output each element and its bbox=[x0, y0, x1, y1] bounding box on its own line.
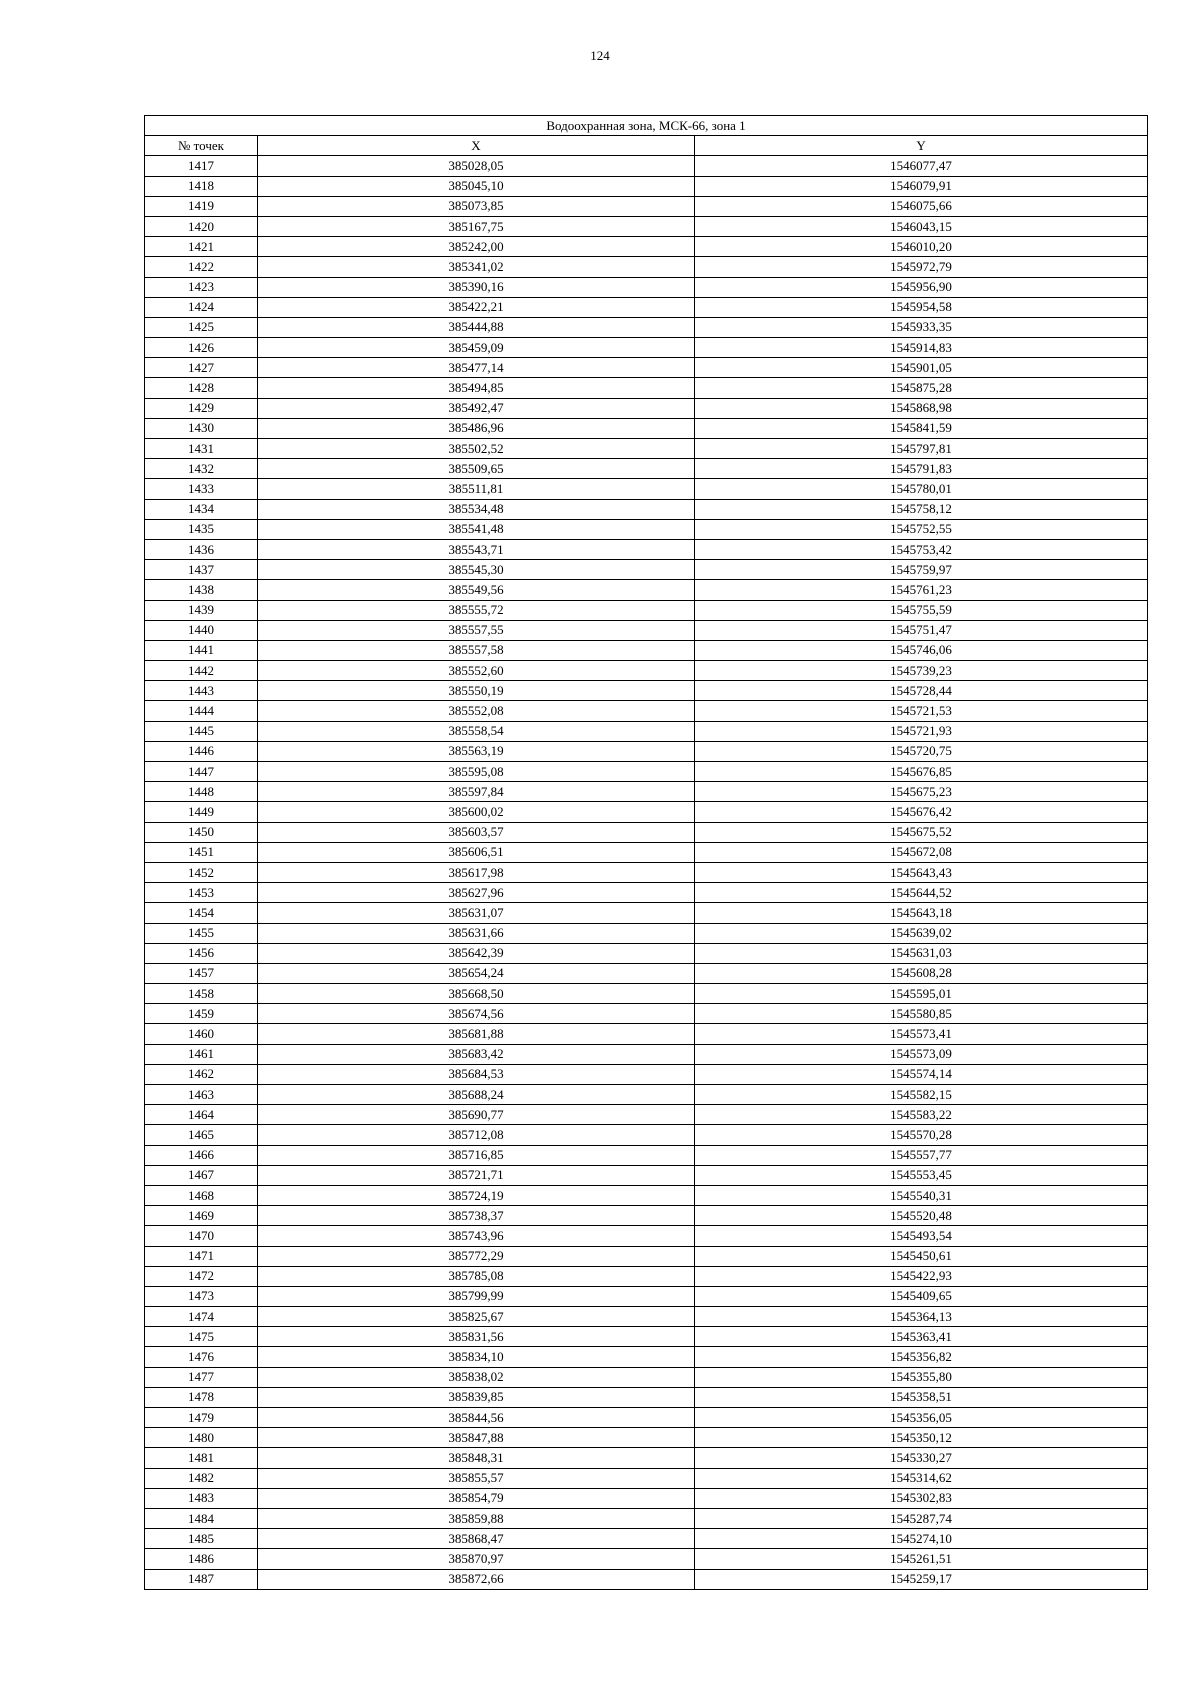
x-coordinate-cell: 385492,47 bbox=[258, 398, 695, 418]
point-number-cell: 1486 bbox=[145, 1549, 258, 1569]
header-x: X bbox=[258, 136, 695, 156]
y-coordinate-cell: 1545644,52 bbox=[695, 883, 1148, 903]
table-row bbox=[145, 1226, 1148, 1246]
x-coordinate-cell: 385167,75 bbox=[258, 216, 695, 236]
x-coordinate-cell: 385844,56 bbox=[258, 1408, 695, 1428]
table-row bbox=[145, 156, 1148, 176]
point-number-cell: 1461 bbox=[145, 1044, 258, 1064]
point-number-cell: 1473 bbox=[145, 1286, 258, 1306]
table-row bbox=[145, 1286, 1148, 1306]
point-number-cell: 1424 bbox=[145, 297, 258, 317]
x-coordinate-cell: 385545,30 bbox=[258, 560, 695, 580]
x-coordinate-cell: 385390,16 bbox=[258, 277, 695, 297]
y-coordinate-cell: 1545520,48 bbox=[695, 1206, 1148, 1226]
y-coordinate-cell: 1545583,22 bbox=[695, 1105, 1148, 1125]
y-coordinate-cell: 1545914,83 bbox=[695, 338, 1148, 358]
table-row bbox=[145, 1004, 1148, 1024]
y-coordinate-cell: 1545261,51 bbox=[695, 1549, 1148, 1569]
y-coordinate-cell: 1545868,98 bbox=[695, 398, 1148, 418]
y-coordinate-cell: 1545956,90 bbox=[695, 277, 1148, 297]
table-row bbox=[145, 943, 1148, 963]
table-row bbox=[145, 196, 1148, 216]
table-row bbox=[145, 1468, 1148, 1488]
point-number-cell: 1427 bbox=[145, 358, 258, 378]
point-number-cell: 1439 bbox=[145, 600, 258, 620]
point-number-cell: 1474 bbox=[145, 1307, 258, 1327]
point-number-cell: 1419 bbox=[145, 196, 258, 216]
point-number-cell: 1425 bbox=[145, 317, 258, 337]
point-number-cell: 1459 bbox=[145, 1004, 258, 1024]
y-coordinate-cell: 1545358,51 bbox=[695, 1387, 1148, 1407]
x-coordinate-cell: 385555,72 bbox=[258, 600, 695, 620]
y-coordinate-cell: 1545595,01 bbox=[695, 984, 1148, 1004]
table-row bbox=[145, 257, 1148, 277]
table-row bbox=[145, 1125, 1148, 1145]
point-number-cell: 1484 bbox=[145, 1508, 258, 1528]
point-number-cell: 1479 bbox=[145, 1408, 258, 1428]
x-coordinate-cell: 385557,58 bbox=[258, 640, 695, 660]
y-coordinate-cell: 1545643,43 bbox=[695, 862, 1148, 882]
y-coordinate-cell: 1545409,65 bbox=[695, 1286, 1148, 1306]
x-coordinate-cell: 385690,77 bbox=[258, 1105, 695, 1125]
x-coordinate-cell: 385712,08 bbox=[258, 1125, 695, 1145]
point-number-cell: 1434 bbox=[145, 499, 258, 519]
table-row bbox=[145, 1347, 1148, 1367]
x-coordinate-cell: 385859,88 bbox=[258, 1508, 695, 1528]
table-row bbox=[145, 1145, 1148, 1165]
x-coordinate-cell: 385073,85 bbox=[258, 196, 695, 216]
y-coordinate-cell: 1546010,20 bbox=[695, 237, 1148, 257]
x-coordinate-cell: 385617,98 bbox=[258, 862, 695, 882]
header-point-number: № точек bbox=[145, 136, 258, 156]
y-coordinate-cell: 1545356,82 bbox=[695, 1347, 1148, 1367]
point-number-cell: 1483 bbox=[145, 1488, 258, 1508]
x-coordinate-cell: 385872,66 bbox=[258, 1569, 695, 1589]
y-coordinate-cell: 1545875,28 bbox=[695, 378, 1148, 398]
x-coordinate-cell: 385627,96 bbox=[258, 883, 695, 903]
table-title-row bbox=[145, 116, 1148, 136]
x-coordinate-cell: 385738,37 bbox=[258, 1206, 695, 1226]
point-number-cell: 1435 bbox=[145, 519, 258, 539]
point-number-cell: 1462 bbox=[145, 1064, 258, 1084]
table-header-row bbox=[145, 136, 1148, 156]
point-number-cell: 1455 bbox=[145, 923, 258, 943]
table-row bbox=[145, 358, 1148, 378]
point-number-cell: 1443 bbox=[145, 681, 258, 701]
y-coordinate-cell: 1545752,55 bbox=[695, 519, 1148, 539]
y-coordinate-cell: 1545841,59 bbox=[695, 418, 1148, 438]
y-coordinate-cell: 1545780,01 bbox=[695, 479, 1148, 499]
x-coordinate-cell: 385541,48 bbox=[258, 519, 695, 539]
x-coordinate-cell: 385688,24 bbox=[258, 1085, 695, 1105]
y-coordinate-cell: 1545954,58 bbox=[695, 297, 1148, 317]
point-number-cell: 1469 bbox=[145, 1206, 258, 1226]
point-number-cell: 1445 bbox=[145, 721, 258, 741]
x-coordinate-cell: 385534,48 bbox=[258, 499, 695, 519]
point-number-cell: 1446 bbox=[145, 741, 258, 761]
table-row bbox=[145, 721, 1148, 741]
point-number-cell: 1429 bbox=[145, 398, 258, 418]
table-row bbox=[145, 1408, 1148, 1428]
x-coordinate-cell: 385595,08 bbox=[258, 762, 695, 782]
y-coordinate-cell: 1545639,02 bbox=[695, 923, 1148, 943]
point-number-cell: 1472 bbox=[145, 1266, 258, 1286]
x-coordinate-cell: 385444,88 bbox=[258, 317, 695, 337]
point-number-cell: 1433 bbox=[145, 479, 258, 499]
point-number-cell: 1418 bbox=[145, 176, 258, 196]
table-row bbox=[145, 1044, 1148, 1064]
y-coordinate-cell: 1545672,08 bbox=[695, 842, 1148, 862]
y-coordinate-cell: 1545422,93 bbox=[695, 1266, 1148, 1286]
table-body bbox=[145, 156, 1148, 1589]
y-coordinate-cell: 1545553,45 bbox=[695, 1165, 1148, 1185]
table-row bbox=[145, 1387, 1148, 1407]
x-coordinate-cell: 385486,96 bbox=[258, 418, 695, 438]
x-coordinate-cell: 385494,85 bbox=[258, 378, 695, 398]
y-coordinate-cell: 1545450,61 bbox=[695, 1246, 1148, 1266]
table-row bbox=[145, 842, 1148, 862]
point-number-cell: 1422 bbox=[145, 257, 258, 277]
y-coordinate-cell: 1545274,10 bbox=[695, 1529, 1148, 1549]
y-coordinate-cell: 1545901,05 bbox=[695, 358, 1148, 378]
table-row bbox=[145, 378, 1148, 398]
table-row bbox=[145, 1185, 1148, 1205]
table-row bbox=[145, 701, 1148, 721]
y-coordinate-cell: 1545933,35 bbox=[695, 317, 1148, 337]
coordinates-table bbox=[144, 115, 1148, 1590]
point-number-cell: 1451 bbox=[145, 842, 258, 862]
x-coordinate-cell: 385603,57 bbox=[258, 822, 695, 842]
table-row bbox=[145, 560, 1148, 580]
y-coordinate-cell: 1546043,15 bbox=[695, 216, 1148, 236]
y-coordinate-cell: 1545675,52 bbox=[695, 822, 1148, 842]
x-coordinate-cell: 385848,31 bbox=[258, 1448, 695, 1468]
table-row bbox=[145, 802, 1148, 822]
y-coordinate-cell: 1545797,81 bbox=[695, 439, 1148, 459]
table-row bbox=[145, 903, 1148, 923]
point-number-cell: 1481 bbox=[145, 1448, 258, 1468]
table-row bbox=[145, 1085, 1148, 1105]
table-row bbox=[145, 1508, 1148, 1528]
table-row bbox=[145, 499, 1148, 519]
point-number-cell: 1452 bbox=[145, 862, 258, 882]
y-coordinate-cell: 1545580,85 bbox=[695, 1004, 1148, 1024]
table-row bbox=[145, 338, 1148, 358]
x-coordinate-cell: 385511,81 bbox=[258, 479, 695, 499]
y-coordinate-cell: 1545259,17 bbox=[695, 1569, 1148, 1589]
x-coordinate-cell: 385597,84 bbox=[258, 782, 695, 802]
y-coordinate-cell: 1545573,41 bbox=[695, 1024, 1148, 1044]
point-number-cell: 1447 bbox=[145, 762, 258, 782]
y-coordinate-cell: 1545631,03 bbox=[695, 943, 1148, 963]
x-coordinate-cell: 385422,21 bbox=[258, 297, 695, 317]
table-row bbox=[145, 1307, 1148, 1327]
table-row bbox=[145, 862, 1148, 882]
table-row bbox=[145, 923, 1148, 943]
point-number-cell: 1436 bbox=[145, 539, 258, 559]
y-coordinate-cell: 1545363,41 bbox=[695, 1327, 1148, 1347]
point-number-cell: 1476 bbox=[145, 1347, 258, 1367]
y-coordinate-cell: 1545791,83 bbox=[695, 459, 1148, 479]
y-coordinate-cell: 1545350,12 bbox=[695, 1428, 1148, 1448]
point-number-cell: 1482 bbox=[145, 1468, 258, 1488]
x-coordinate-cell: 385785,08 bbox=[258, 1266, 695, 1286]
y-coordinate-cell: 1545608,28 bbox=[695, 963, 1148, 983]
x-coordinate-cell: 385242,00 bbox=[258, 237, 695, 257]
table-row bbox=[145, 216, 1148, 236]
y-coordinate-cell: 1545570,28 bbox=[695, 1125, 1148, 1145]
x-coordinate-cell: 385847,88 bbox=[258, 1428, 695, 1448]
x-coordinate-cell: 385563,19 bbox=[258, 741, 695, 761]
y-coordinate-cell: 1545314,62 bbox=[695, 1468, 1148, 1488]
point-number-cell: 1454 bbox=[145, 903, 258, 923]
point-number-cell: 1449 bbox=[145, 802, 258, 822]
table-row bbox=[145, 984, 1148, 1004]
point-number-cell: 1432 bbox=[145, 459, 258, 479]
table-row bbox=[145, 580, 1148, 600]
x-coordinate-cell: 385502,52 bbox=[258, 439, 695, 459]
y-coordinate-cell: 1545356,05 bbox=[695, 1408, 1148, 1428]
x-coordinate-cell: 385631,66 bbox=[258, 923, 695, 943]
table-row bbox=[145, 317, 1148, 337]
x-coordinate-cell: 385834,10 bbox=[258, 1347, 695, 1367]
x-coordinate-cell: 385724,19 bbox=[258, 1185, 695, 1205]
x-coordinate-cell: 385721,71 bbox=[258, 1165, 695, 1185]
y-coordinate-cell: 1545557,77 bbox=[695, 1145, 1148, 1165]
page-number: 124 bbox=[590, 48, 610, 63]
y-coordinate-cell: 1545582,15 bbox=[695, 1085, 1148, 1105]
x-coordinate-cell: 385550,19 bbox=[258, 681, 695, 701]
table-row bbox=[145, 1428, 1148, 1448]
point-number-cell: 1437 bbox=[145, 560, 258, 580]
x-coordinate-cell: 385543,71 bbox=[258, 539, 695, 559]
y-coordinate-cell: 1545761,23 bbox=[695, 580, 1148, 600]
x-coordinate-cell: 385549,56 bbox=[258, 580, 695, 600]
y-coordinate-cell: 1545287,74 bbox=[695, 1508, 1148, 1528]
point-number-cell: 1456 bbox=[145, 943, 258, 963]
x-coordinate-cell: 385606,51 bbox=[258, 842, 695, 862]
table-row bbox=[145, 418, 1148, 438]
y-coordinate-cell: 1546077,47 bbox=[695, 156, 1148, 176]
point-number-cell: 1444 bbox=[145, 701, 258, 721]
point-number-cell: 1441 bbox=[145, 640, 258, 660]
x-coordinate-cell: 385684,53 bbox=[258, 1064, 695, 1084]
x-coordinate-cell: 385831,56 bbox=[258, 1327, 695, 1347]
x-coordinate-cell: 385509,65 bbox=[258, 459, 695, 479]
point-number-cell: 1470 bbox=[145, 1226, 258, 1246]
x-coordinate-cell: 385552,60 bbox=[258, 661, 695, 681]
table-row bbox=[145, 1529, 1148, 1549]
point-number-cell: 1423 bbox=[145, 277, 258, 297]
point-number-cell: 1431 bbox=[145, 439, 258, 459]
x-coordinate-cell: 385825,67 bbox=[258, 1307, 695, 1327]
table-row bbox=[145, 620, 1148, 640]
point-number-cell: 1465 bbox=[145, 1125, 258, 1145]
point-number-cell: 1421 bbox=[145, 237, 258, 257]
point-number-cell: 1477 bbox=[145, 1367, 258, 1387]
table-row bbox=[145, 1367, 1148, 1387]
x-coordinate-cell: 385668,50 bbox=[258, 984, 695, 1004]
x-coordinate-cell: 385600,02 bbox=[258, 802, 695, 822]
x-coordinate-cell: 385870,97 bbox=[258, 1549, 695, 1569]
table-row bbox=[145, 1105, 1148, 1125]
table-row bbox=[145, 762, 1148, 782]
point-number-cell: 1460 bbox=[145, 1024, 258, 1044]
x-coordinate-cell: 385743,96 bbox=[258, 1226, 695, 1246]
point-number-cell: 1417 bbox=[145, 156, 258, 176]
x-coordinate-cell: 385341,02 bbox=[258, 257, 695, 277]
y-coordinate-cell: 1545751,47 bbox=[695, 620, 1148, 640]
x-coordinate-cell: 385868,47 bbox=[258, 1529, 695, 1549]
x-coordinate-cell: 385631,07 bbox=[258, 903, 695, 923]
table-row bbox=[145, 1448, 1148, 1468]
y-coordinate-cell: 1545972,79 bbox=[695, 257, 1148, 277]
y-coordinate-cell: 1545355,80 bbox=[695, 1367, 1148, 1387]
table-row bbox=[145, 1569, 1148, 1589]
y-coordinate-cell: 1545676,85 bbox=[695, 762, 1148, 782]
x-coordinate-cell: 385477,14 bbox=[258, 358, 695, 378]
table-row bbox=[145, 600, 1148, 620]
y-coordinate-cell: 1545675,23 bbox=[695, 782, 1148, 802]
table-row bbox=[145, 1266, 1148, 1286]
x-coordinate-cell: 385028,05 bbox=[258, 156, 695, 176]
point-number-cell: 1471 bbox=[145, 1246, 258, 1266]
y-coordinate-cell: 1545574,14 bbox=[695, 1064, 1148, 1084]
y-coordinate-cell: 1545758,12 bbox=[695, 499, 1148, 519]
table-row bbox=[145, 1246, 1148, 1266]
table-row bbox=[145, 822, 1148, 842]
table-row bbox=[145, 640, 1148, 660]
point-number-cell: 1485 bbox=[145, 1529, 258, 1549]
y-coordinate-cell: 1546079,91 bbox=[695, 176, 1148, 196]
y-coordinate-cell: 1545753,42 bbox=[695, 539, 1148, 559]
point-number-cell: 1442 bbox=[145, 661, 258, 681]
table-row bbox=[145, 398, 1148, 418]
table-row bbox=[145, 883, 1148, 903]
x-coordinate-cell: 385854,79 bbox=[258, 1488, 695, 1508]
point-number-cell: 1487 bbox=[145, 1569, 258, 1589]
x-coordinate-cell: 385839,85 bbox=[258, 1387, 695, 1407]
x-coordinate-cell: 385799,99 bbox=[258, 1286, 695, 1306]
x-coordinate-cell: 385642,39 bbox=[258, 943, 695, 963]
point-number-cell: 1458 bbox=[145, 984, 258, 1004]
point-number-cell: 1468 bbox=[145, 1185, 258, 1205]
x-coordinate-cell: 385681,88 bbox=[258, 1024, 695, 1044]
y-coordinate-cell: 1545720,75 bbox=[695, 741, 1148, 761]
point-number-cell: 1467 bbox=[145, 1165, 258, 1185]
table-row bbox=[145, 741, 1148, 761]
point-number-cell: 1480 bbox=[145, 1428, 258, 1448]
table-row bbox=[145, 1327, 1148, 1347]
header-y: Y bbox=[695, 136, 1148, 156]
point-number-cell: 1438 bbox=[145, 580, 258, 600]
point-number-cell: 1450 bbox=[145, 822, 258, 842]
y-coordinate-cell: 1545721,93 bbox=[695, 721, 1148, 741]
y-coordinate-cell: 1545493,54 bbox=[695, 1226, 1148, 1246]
table-row bbox=[145, 176, 1148, 196]
table-row bbox=[145, 459, 1148, 479]
table-row bbox=[145, 1165, 1148, 1185]
x-coordinate-cell: 385557,55 bbox=[258, 620, 695, 640]
point-number-cell: 1426 bbox=[145, 338, 258, 358]
y-coordinate-cell: 1545755,59 bbox=[695, 600, 1148, 620]
table-row bbox=[145, 782, 1148, 802]
table-row bbox=[145, 519, 1148, 539]
table-row bbox=[145, 661, 1148, 681]
point-number-cell: 1428 bbox=[145, 378, 258, 398]
x-coordinate-cell: 385552,08 bbox=[258, 701, 695, 721]
table-row bbox=[145, 277, 1148, 297]
x-coordinate-cell: 385045,10 bbox=[258, 176, 695, 196]
table-row bbox=[145, 1024, 1148, 1044]
y-coordinate-cell: 1545759,97 bbox=[695, 560, 1148, 580]
x-coordinate-cell: 385772,29 bbox=[258, 1246, 695, 1266]
x-coordinate-cell: 385855,57 bbox=[258, 1468, 695, 1488]
point-number-cell: 1466 bbox=[145, 1145, 258, 1165]
y-coordinate-cell: 1545721,53 bbox=[695, 701, 1148, 721]
y-coordinate-cell: 1545676,42 bbox=[695, 802, 1148, 822]
y-coordinate-cell: 1546075,66 bbox=[695, 196, 1148, 216]
table-row bbox=[145, 1206, 1148, 1226]
table-row bbox=[145, 1488, 1148, 1508]
x-coordinate-cell: 385716,85 bbox=[258, 1145, 695, 1165]
point-number-cell: 1420 bbox=[145, 216, 258, 236]
x-coordinate-cell: 385838,02 bbox=[258, 1367, 695, 1387]
y-coordinate-cell: 1545364,13 bbox=[695, 1307, 1148, 1327]
y-coordinate-cell: 1545330,27 bbox=[695, 1448, 1148, 1468]
x-coordinate-cell: 385558,54 bbox=[258, 721, 695, 741]
x-coordinate-cell: 385654,24 bbox=[258, 963, 695, 983]
point-number-cell: 1463 bbox=[145, 1085, 258, 1105]
point-number-cell: 1475 bbox=[145, 1327, 258, 1347]
table-row bbox=[145, 237, 1148, 257]
y-coordinate-cell: 1545540,31 bbox=[695, 1185, 1148, 1205]
point-number-cell: 1478 bbox=[145, 1387, 258, 1407]
table-row bbox=[145, 297, 1148, 317]
y-coordinate-cell: 1545643,18 bbox=[695, 903, 1148, 923]
table-row bbox=[145, 539, 1148, 559]
point-number-cell: 1430 bbox=[145, 418, 258, 438]
y-coordinate-cell: 1545728,44 bbox=[695, 681, 1148, 701]
point-number-cell: 1464 bbox=[145, 1105, 258, 1125]
table-row bbox=[145, 479, 1148, 499]
table-title: Водоохранная зона, МСК-66, зона 1 bbox=[145, 116, 1148, 136]
x-coordinate-cell: 385683,42 bbox=[258, 1044, 695, 1064]
table-row bbox=[145, 439, 1148, 459]
point-number-cell: 1453 bbox=[145, 883, 258, 903]
point-number-cell: 1440 bbox=[145, 620, 258, 640]
table-row bbox=[145, 1064, 1148, 1084]
y-coordinate-cell: 1545573,09 bbox=[695, 1044, 1148, 1064]
table-row bbox=[145, 681, 1148, 701]
y-coordinate-cell: 1545302,83 bbox=[695, 1488, 1148, 1508]
table-row bbox=[145, 1549, 1148, 1569]
point-number-cell: 1448 bbox=[145, 782, 258, 802]
y-coordinate-cell: 1545739,23 bbox=[695, 661, 1148, 681]
x-coordinate-cell: 385459,09 bbox=[258, 338, 695, 358]
y-coordinate-cell: 1545746,06 bbox=[695, 640, 1148, 660]
table-row bbox=[145, 963, 1148, 983]
point-number-cell: 1457 bbox=[145, 963, 258, 983]
x-coordinate-cell: 385674,56 bbox=[258, 1004, 695, 1024]
